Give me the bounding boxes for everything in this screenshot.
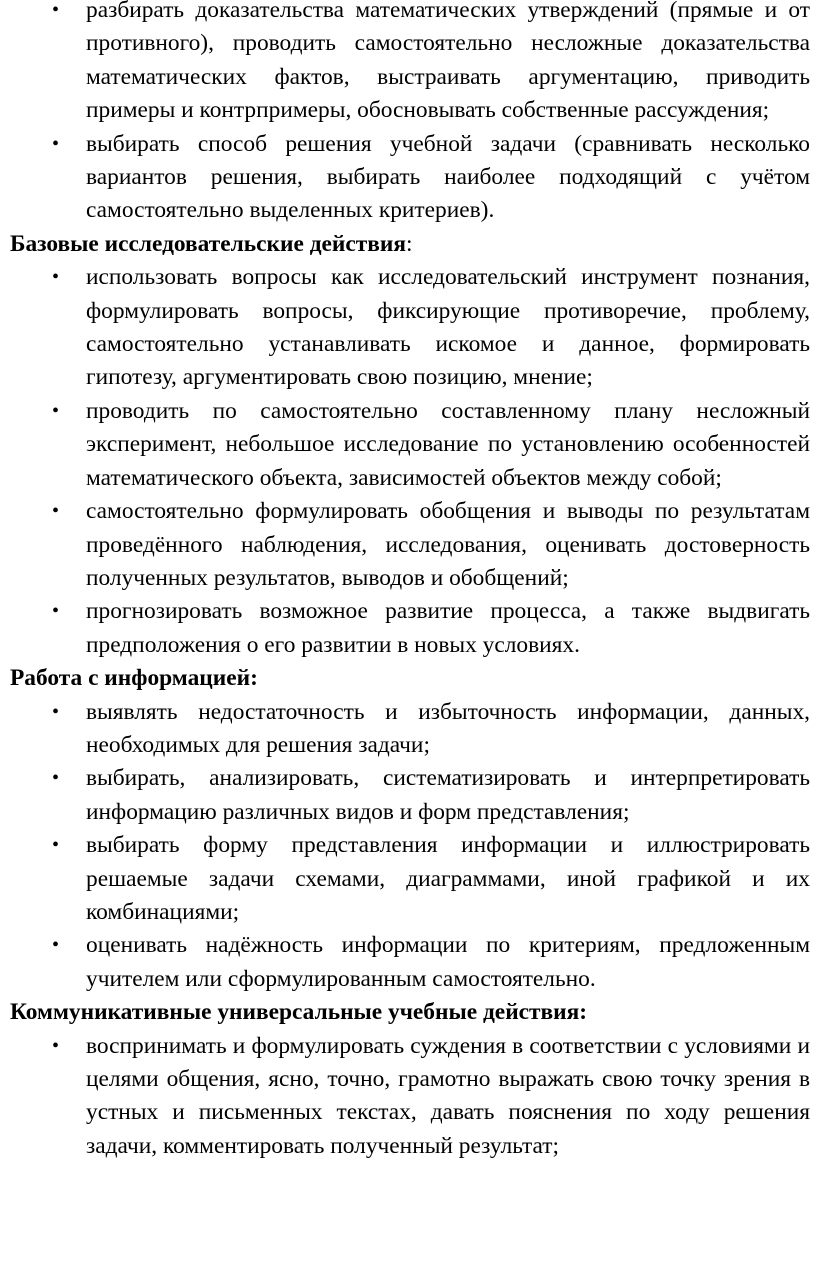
list-item: • проводить по самостоятельно составленному плану несложный эксперимент, небольшое исследование по установлению особенностей математического объекта, зависимостей объектов между собой;: [10, 395, 810, 495]
list-item: • разбирать доказательства математических утверждений (прямые и от противного), проводить самостоятельно несложные доказательства математических фактов, выстраивать аргументацию, приводить примеры и контрпримеры, обосновывать собственные рассуждения;: [10, 0, 810, 128]
list-item: • воспринимать и формулировать суждения в соответствии с условиями и целями общения, ясно, точно, грамотно выражать свою точку зрения в устных и письменных текстах, давать пояснения по ходу решения задачи, комментировать полученный результат;: [10, 1030, 810, 1164]
list-item: • использовать вопросы как исследовательский инструмент познания, формулировать вопросы, фиксирующие противоречие, проблему, самостоятельно устанавливать искомое и данное, формировать гипотезу, аргументировать свою позицию, мнение;: [10, 261, 810, 395]
section-heading-communication: Коммуникативные универсальные учебные действия:: [10, 999, 588, 1026]
bullet-list-research: [10, 261, 810, 662]
list-item: • прогнозировать возможное развитие процесса, а также выдвигать предположения о его развитии в новых условиях.: [10, 595, 810, 662]
list-item: • выбирать форму представления информации и иллюстрировать решаемые задачи схемами, диаграммами, иной графикой и их комбинациями;: [10, 829, 810, 929]
list-item: • выбирать, анализировать, систематизировать и интерпретировать информацию различных видов и форм представления;: [10, 762, 810, 829]
list-item: • выявлять недостаточность и избыточность информации, данных, необходимых для решения задачи;: [10, 696, 810, 763]
bullet-list-proofs: [10, 0, 810, 228]
section-heading-research: [10, 228, 810, 261]
list-item: • выбирать способ решения учебной задачи (сравнивать несколько вариантов решения, выбирать наиболее подходящий с учётом самостоятельно выделенных критериев).: [10, 128, 810, 228]
bullet-list-information: [10, 696, 810, 997]
section-heading-information: Работа с информацией:: [10, 665, 258, 692]
list-item: • оценивать надёжность информации по критериям, предложенным учителем или сформулированным самостоятельно.: [10, 929, 810, 996]
heading-text: Базовые исследовательские действия: [10, 230, 407, 257]
bullet-list-communication: [10, 1030, 810, 1164]
heading-colon: :: [406, 230, 413, 257]
list-item: • самостоятельно формулировать обобщения и выводы по результатам проведённого наблюдения, исследования, оценивать достоверность полученных результатов, выводов и обобщений;: [10, 495, 810, 595]
